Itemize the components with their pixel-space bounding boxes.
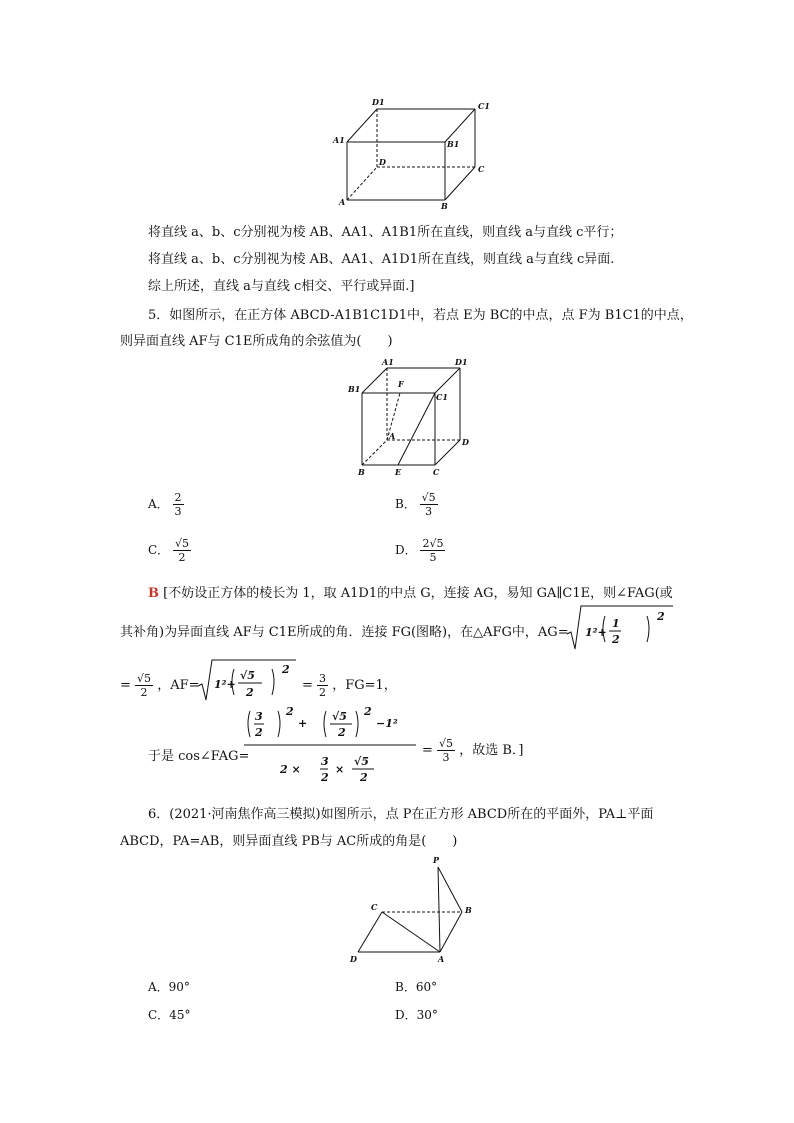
label-D: D xyxy=(462,437,469,447)
figure-pyramid xyxy=(345,852,485,967)
q5-solution-line-3b: = $\frac{3}{2}$ ，FG=1， xyxy=(302,672,397,699)
label-A1: A1 xyxy=(333,135,345,145)
label-C: C xyxy=(433,467,440,477)
label-D1: D1 xyxy=(372,97,385,107)
label-C1: C1 xyxy=(478,101,490,111)
svg-text:2 ×: 2 × xyxy=(280,763,301,776)
q6-stem-line-1: 6．(2021·河南焦作高三模拟)如图所示，点 P在正方形 ABCD所在的平面外，PA⊥平面 xyxy=(148,807,654,822)
figure-box xyxy=(330,95,500,210)
svg-text:2: 2 xyxy=(286,705,294,718)
label-A1: A1 xyxy=(382,357,394,367)
label-A: A xyxy=(389,431,396,441)
q6-option-c[interactable]: C．45° xyxy=(148,1008,191,1022)
svg-text:2: 2 xyxy=(255,726,263,739)
label-E: E xyxy=(395,467,402,477)
q5-option-a[interactable]: A． $\frac{2}{3}$ xyxy=(148,491,182,518)
label-C: C xyxy=(371,902,378,912)
svg-text:2: 2 xyxy=(657,610,665,623)
label-B: B xyxy=(358,467,365,477)
label-C: C xyxy=(478,164,485,174)
svg-text:3: 3 xyxy=(255,710,263,723)
label-A: A xyxy=(339,197,346,207)
label-F: F xyxy=(398,379,404,389)
q5-option-b[interactable]: B． $\frac{√5}{3}$ xyxy=(395,491,436,518)
svg-text:2: 2 xyxy=(321,771,329,784)
cos-fraction xyxy=(240,705,420,785)
label-B1: B1 xyxy=(447,139,460,149)
text-line-3: 综上所述，直线 a与直线 c相交、平行或异面.] xyxy=(148,279,415,294)
svg-text:2: 2 xyxy=(246,686,254,699)
q5-option-c[interactable]: C． $\frac{√5}{2}$ xyxy=(148,537,190,564)
q5-solution-line-4: 于是 cos∠FAG= xyxy=(148,749,250,764)
q5-solution-line-3: = $\frac{√5}{2}$ ，AF= xyxy=(120,672,200,699)
q6-option-a[interactable]: A．90° xyxy=(148,980,190,994)
q6-option-d[interactable]: D．30° xyxy=(395,1008,438,1022)
label-B: B xyxy=(465,905,472,915)
label-A: A xyxy=(438,954,445,964)
svg-text:2: 2 xyxy=(360,771,368,784)
svg-text:−1²: −1² xyxy=(376,717,398,730)
svg-text:3: 3 xyxy=(321,755,329,768)
q5-stem-line-1: 5．如图所示，在正方体 ABCD-A1B1C1D1中，若点 E为 BC的中点，点 F为 B1C1的中点， xyxy=(148,308,693,323)
svg-text:√5: √5 xyxy=(332,710,347,723)
svg-text:√5: √5 xyxy=(240,669,255,682)
svg-text:√5: √5 xyxy=(354,755,369,768)
label-D1: D1 xyxy=(455,357,468,367)
svg-text:2: 2 xyxy=(364,705,372,718)
answer-letter: B xyxy=(148,586,159,601)
svg-text:+: + xyxy=(298,717,308,730)
svg-text:1²+: 1²+ xyxy=(214,678,236,691)
q5-solution-line-1: B [不妨设正方体的棱长为 1，取 A1D1的中点 G，连接 AG，易知 GA∥C1E，则∠FAG(或 xyxy=(148,586,673,601)
label-P: P xyxy=(433,855,440,865)
label-B: B xyxy=(441,201,448,210)
svg-text:2: 2 xyxy=(282,663,290,676)
svg-text:1²+: 1²+ xyxy=(585,626,607,639)
q5-solution-line-2: 其补角)为异面直线 AF与 C1E所成的角．连接 FG(图略)，在△AFG中，AG= xyxy=(120,625,569,640)
q5-option-d[interactable]: D． $\frac{2√5}{5}$ xyxy=(395,537,444,564)
q5-stem-line-2: 则异面直线 AF与 C1E所成角的余弦值为( ) xyxy=(120,334,393,349)
figure-cube xyxy=(345,355,475,480)
svg-text:2: 2 xyxy=(612,633,620,646)
q6-option-b[interactable]: B．60° xyxy=(395,980,438,994)
text-line-1: 将直线 a、b、c分别视为棱 AB、AA1、A1B1所在直线，则直线 a与直线 c平行； xyxy=(148,225,623,240)
svg-text:2: 2 xyxy=(338,726,346,739)
svg-text:1: 1 xyxy=(612,617,620,630)
af-radical xyxy=(196,658,300,704)
q5-solution-line-4b: = $\frac{√5}{3}$ ，故选 B．] xyxy=(422,737,524,764)
q6-stem-line-2: ABCD，PA=AB，则异面直线 PB与 AC所成的角是( ) xyxy=(120,834,458,849)
label-D: D xyxy=(350,954,357,964)
ag-radical xyxy=(565,604,677,652)
label-B1: B1 xyxy=(348,384,361,394)
label-C1: C1 xyxy=(436,392,448,402)
text-line-2: 将直线 a、b、c分别视为棱 AB、AA1、A1D1所在直线，则直线 a与直线 c异面. xyxy=(148,252,615,267)
svg-text:×: × xyxy=(335,763,345,776)
label-D: D xyxy=(379,157,386,167)
